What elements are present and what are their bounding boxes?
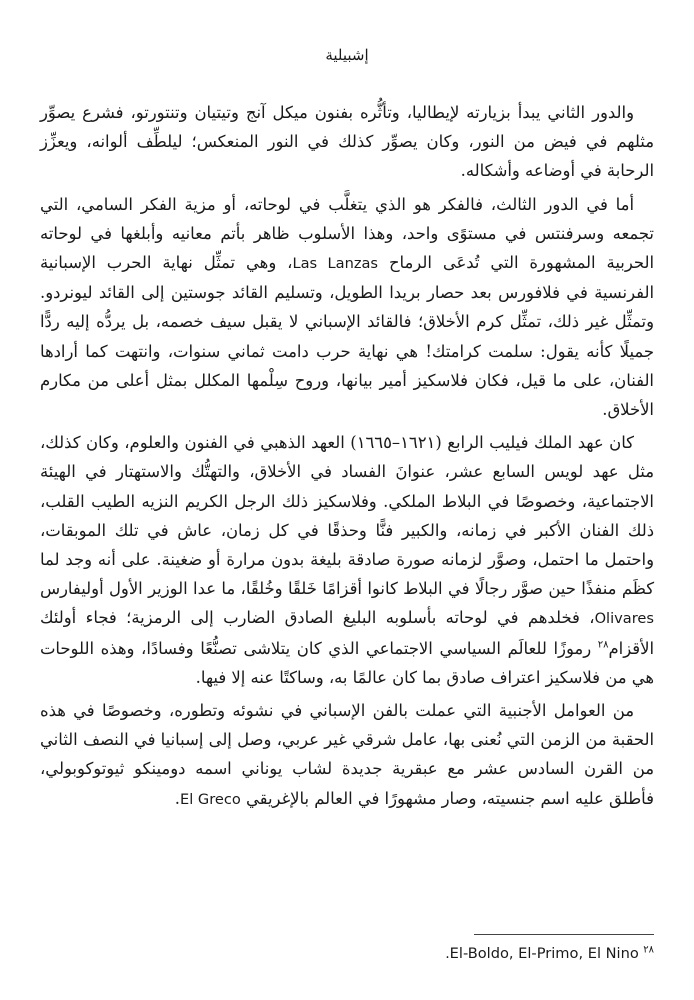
paragraph [40, 190, 654, 425]
paragraph [40, 428, 654, 692]
latin-term: Olivares [594, 610, 654, 628]
footnote-end: . [445, 946, 450, 962]
paragraph [40, 696, 654, 814]
paragraph-text: ، وهي تمثِّل نهاية الحرب الإسبانية الفرنسية في فلافورس بعد حصار بريدا الطويل، وتسليم القائد جوستين إلى القائد ليونردو. وتمثِّل غير ذلك، تمثِّل كرم الأخلاق؛ فالقائد الإسباني لا يقبل سيف خصمه، بل يردُّه إليه ردًّا جميلًا كأنه يقول: سلمت كرامتك! هي نهاية حرب دامت ثماني سنوات، وانتهت كما أرادها الفنان، على ما قيل، فكان فلاسكيز أمير بيانها، وروح سِلْمها المكلل بمثل أعلى من مكارم الأخلاق. [40, 253, 654, 420]
paragraph-text: . [174, 788, 180, 808]
latin-term: El Greco [179, 790, 241, 808]
paragraph-text: رموزًا للعالَم السياسي الاجتماعي الذي كان يتلاشى تصنُّعًا وفسادًا، وهذه اللوحات هي من فلاسكيز اعتراف صادق بما كان عالمًا به، وساكتًا عنه إلا فيها. [40, 638, 654, 687]
paragraph-text: كان عهد الملك فيليب الرابع (١٦٢١–١٦٦٥) العهد الذهبي في الفنون والعلوم، وكان كذلك، مثل عهد لويس السابع عشر، عنوانَ الفساد في الأخلاق، والتهتُّك والاستهتار في الهيئة الاجتماعية، وخصوصًا في البلاط الملكي. وفلاسكيز ذلك الرجل الكريم النزيه الطيب القلب، ذلك الفنان الأكبر في زمانه، والكبير فنًّا وحذقًا في كل زمان، عاش في تلك الموبقات، واحتمل ما احتمل، وصوَّر لزمانه صورة صادقة بليغة بدون مرارة أو ضغينة. على أنه وجد لما كظَم منفذًا حين صوَّر رجالًا في البلاط كانوا أقزامًا خَلقًا وخُلقًا، ما عدا الوزير الأول أوليفارس [40, 433, 654, 599]
footnote [445, 944, 654, 964]
footnote-marker: ٢٨ [643, 944, 654, 956]
paragraph-text: ، فخلدهم في لوحاته بأسلوبه البليغ الصادق الضارب إلى الرمزية؛ فجاء أولئك الأقزام [40, 608, 654, 658]
footnote-text: El-Boldo, El-Primo, El Nino [449, 945, 639, 962]
footnote-reference[interactable]: ٢٨ [597, 639, 609, 651]
running-head-title: إشبيلية [325, 46, 369, 64]
body-text [40, 98, 654, 818]
paragraph [40, 98, 654, 186]
paragraph-text: من العوامل الأجنبية التي عملت بالفن الإسباني في نشوئه وتطوره، وخصوصًا في هذه الحقبة من الزمن التي نُعنى بها، عامل شرقي غير عربي، وصل إلى إسبانيا في النصف الثاني من القرن السادس عشر مع عبقرية جديدة لشاب يوناني اسمه دومينكو ثيوتوكوبولي، فأطلق عليه اسم جنسيته، وصار مشهورًا في العالم بالإغريقي [40, 701, 654, 808]
paragraph-text: أما في الدور الثالث، فالفكر هو الذي يتغلَّب في لوحاته، أو مزية الفكر السامي، التي تجمعه وسرفنتس في مستوًى واحد، وهذا الأسلوب ظاهر بأتم معانيه وأبلغها في لوحاته الحربية المشهورة التي تُدعَى الرماح [40, 194, 654, 273]
book-page [40, 0, 654, 1000]
latin-term: Las Lanzas [292, 255, 379, 273]
footnote-divider [474, 934, 654, 935]
paragraph-text: والدور الثاني يبدأ بزيارته لإيطاليا، وتأثُّره بفنون ميكل آنج وتيتيان وتنتورتو، فشرع يصوِّر مثلهم في فيض من النور، وكان يصوِّر كذلك في النور المنعكس؛ ليلطِّف ألوانه، ويعزِّز الرحابة في أوضاعه وأشكاله. [40, 103, 654, 181]
